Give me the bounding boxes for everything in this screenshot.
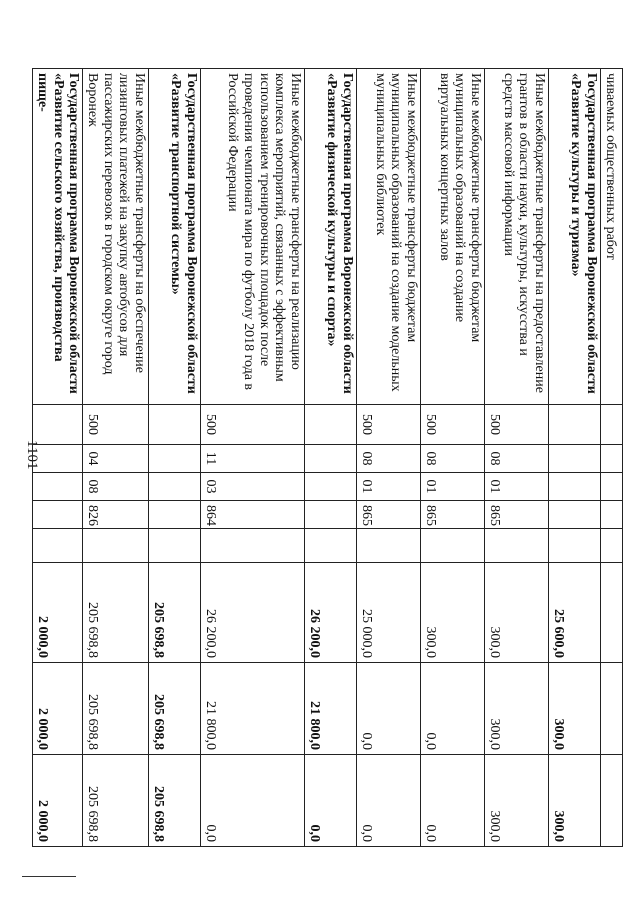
- row-value-2: 300,0: [485, 663, 549, 755]
- table-row: [485, 69, 549, 847]
- row-code-subsection: [601, 473, 623, 501]
- row-value-1: 26 200,0: [201, 563, 305, 663]
- row-code-target: [305, 501, 357, 529]
- row-code-main: 500: [421, 405, 485, 445]
- row-value-3: 300,0: [485, 755, 549, 847]
- row-value-2: 300,0: [549, 663, 601, 755]
- row-code-main: 500: [357, 405, 421, 445]
- row-code-subsection: [149, 473, 201, 501]
- row-value-2: 0,0: [421, 663, 485, 755]
- row-value-2: [601, 663, 623, 755]
- row-code-target: 865: [357, 501, 421, 529]
- row-value-2: 0,0: [357, 663, 421, 755]
- row-code-section: [33, 445, 83, 473]
- row-code-section: [601, 445, 623, 473]
- row-code-subsection: 01: [485, 473, 549, 501]
- row-code-target: 826: [83, 501, 149, 529]
- table-row: [201, 69, 305, 847]
- row-code-target: 865: [421, 501, 485, 529]
- row-code-main: 500: [83, 405, 149, 445]
- row-code-extra: [33, 529, 83, 563]
- row-code-subsection: 03: [201, 473, 305, 501]
- row-value-3: 0,0: [421, 755, 485, 847]
- page-number: 1101: [24, 440, 40, 470]
- table-row: [149, 69, 201, 847]
- row-code-section: 08: [357, 445, 421, 473]
- row-name: Иные межбюджетные трансферты на реализацию комплекса мероприятий, связанных с эффективным использованием тренировочных площадок после проведения чемпионата мира по футболу 2018 года в Российской Федерации: [201, 69, 305, 405]
- row-value-2: 2 000,0: [33, 663, 83, 755]
- row-value-1: 205 698,8: [83, 563, 149, 663]
- row-value-3: 0,0: [201, 755, 305, 847]
- rotated-page-content: [34, 68, 623, 846]
- row-code-section: [149, 445, 201, 473]
- row-code-target: [601, 501, 623, 529]
- row-code-subsection: [305, 473, 357, 501]
- row-name: Иные межбюджетные трансферты бюджетам муниципальных образований на создание виртуальных концертных залов: [421, 69, 485, 405]
- row-code-extra: [485, 529, 549, 563]
- table-row: [305, 69, 357, 847]
- row-code-target: 865: [485, 501, 549, 529]
- row-code-subsection: 01: [421, 473, 485, 501]
- row-value-1: 205 698,8: [149, 563, 201, 663]
- row-code-extra: [83, 529, 149, 563]
- row-value-3: 0,0: [357, 755, 421, 847]
- row-value-3: [601, 755, 623, 847]
- table-row: [601, 69, 623, 847]
- row-code-main: [33, 405, 83, 445]
- row-code-section: 08: [485, 445, 549, 473]
- row-code-main: [305, 405, 357, 445]
- row-value-3: 2 000,0: [33, 755, 83, 847]
- row-code-extra: [357, 529, 421, 563]
- row-name: Государственная программа Воронежской области «Развитие транспортной системы»: [149, 69, 201, 405]
- row-value-1: [601, 563, 623, 663]
- table-row: [549, 69, 601, 847]
- table-row: [33, 69, 83, 847]
- row-value-1: 300,0: [485, 563, 549, 663]
- row-name: чиваемых общественных работ: [601, 69, 623, 405]
- row-code-target: [549, 501, 601, 529]
- row-value-3: 0,0: [305, 755, 357, 847]
- row-value-1: 2 000,0: [33, 563, 83, 663]
- row-code-main: 500: [201, 405, 305, 445]
- row-code-section: 04: [83, 445, 149, 473]
- table-row: [83, 69, 149, 847]
- row-code-extra: [549, 529, 601, 563]
- row-code-subsection: 08: [83, 473, 149, 501]
- row-code-main: 500: [485, 405, 549, 445]
- row-value-1: 25 000,0: [357, 563, 421, 663]
- row-code-target: 864: [201, 501, 305, 529]
- table-row: [421, 69, 485, 847]
- row-code-target: [33, 501, 83, 529]
- row-name: Государственная программа Воронежской области «Развитие физической культуры и спорта»: [305, 69, 357, 405]
- row-code-main: [149, 405, 201, 445]
- row-code-subsection: [33, 473, 83, 501]
- row-code-section: 11: [201, 445, 305, 473]
- row-value-2: 205 698,8: [149, 663, 201, 755]
- budget-table: [32, 68, 623, 847]
- row-code-extra: [601, 529, 623, 563]
- row-value-3: 300,0: [549, 755, 601, 847]
- row-name: Иные межбюджетные трансферты на обеспечение лизинговых платежей на закупку автобусов для пассажирских перевозок в городском округе город Воронеж: [83, 69, 149, 405]
- row-value-3: 205 698,8: [149, 755, 201, 847]
- row-code-extra: [305, 529, 357, 563]
- row-name: Иные межбюджетные трансферты бюджетам муниципальных образований на создание модельных муниципальных библиотек: [357, 69, 421, 405]
- row-code-main: [549, 405, 601, 445]
- row-name: Государственная программа Воронежской области «Развитие культуры и туризма»: [549, 69, 601, 405]
- row-code-extra: [421, 529, 485, 563]
- row-code-section: 08: [421, 445, 485, 473]
- row-value-1: 26 200,0: [305, 563, 357, 663]
- row-code-extra: [149, 529, 201, 563]
- row-value-2: 21 800,0: [305, 663, 357, 755]
- row-code-section: [305, 445, 357, 473]
- row-code-target: [149, 501, 201, 529]
- row-code-extra: [201, 529, 305, 563]
- footnote-divider: [22, 876, 76, 877]
- table-row: [357, 69, 421, 847]
- row-value-1: 300,0: [421, 563, 485, 663]
- row-value-3: 205 698,8: [83, 755, 149, 847]
- row-name: Иные межбюджетные трансферты на предоставление грантов в области науки, культуры, искусства и средств массовой информации: [485, 69, 549, 405]
- row-value-1: 25 600,0: [549, 563, 601, 663]
- row-value-2: 21 800,0: [201, 663, 305, 755]
- row-value-2: 205 698,8: [83, 663, 149, 755]
- row-name: Государственная программа Воронежской области «Развитие сельского хозяйства, производства пище-: [33, 69, 83, 405]
- row-code-subsection: [549, 473, 601, 501]
- row-code-section: [549, 445, 601, 473]
- row-code-main: [601, 405, 623, 445]
- row-code-subsection: 01: [357, 473, 421, 501]
